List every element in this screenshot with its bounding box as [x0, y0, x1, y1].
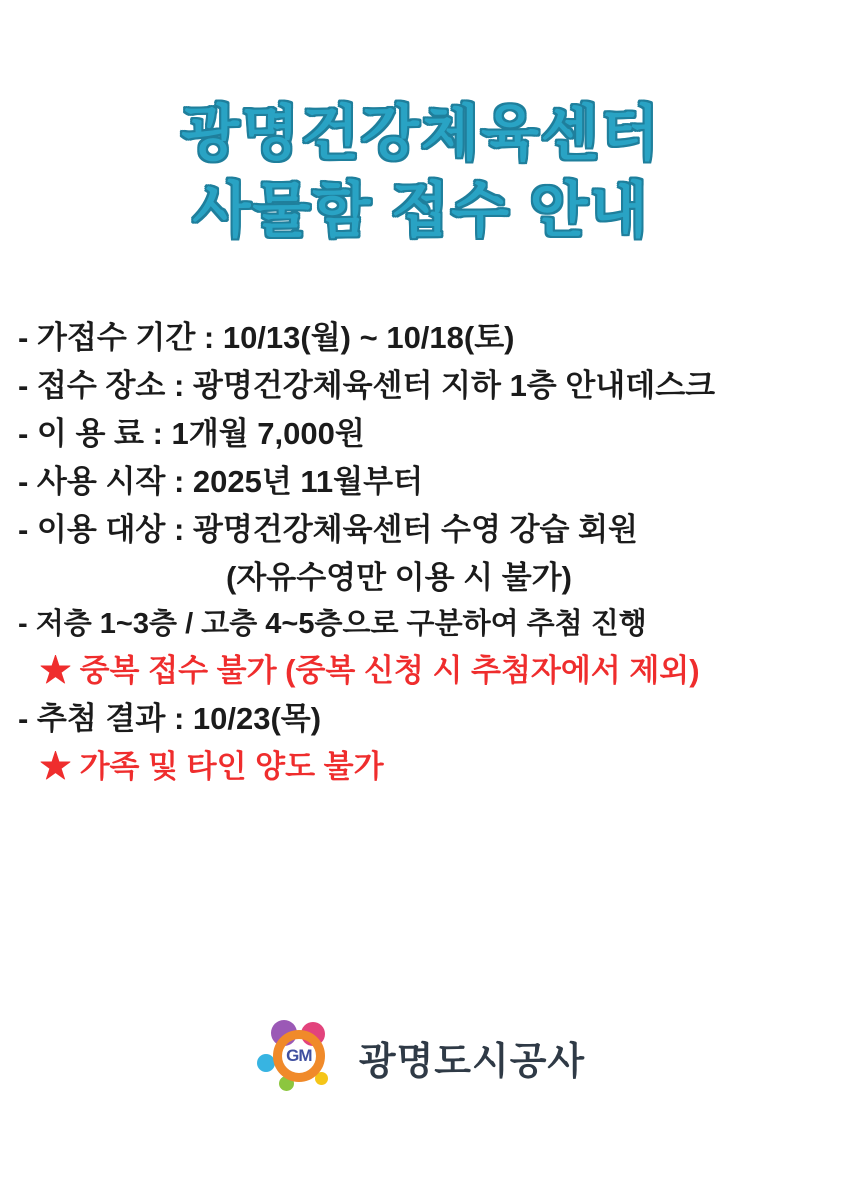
logo-company-name: 광명도시공사 — [358, 1040, 586, 1083]
info-line-sub: (자유수영만 이용 시 불가) — [226, 559, 572, 595]
info-line: - 접수 장소 : 광명건강체육센터 지하 1층 안내데스크 — [18, 367, 716, 403]
info-line: - 추첨 결과 : 10/23(목) — [18, 700, 322, 736]
poster-title — [0, 96, 842, 250]
info-line: - 사용 시작 : 2025년 11월부터 — [18, 463, 424, 499]
footer-logo — [0, 1020, 842, 1094]
gm-logo-icon — [257, 1020, 343, 1094]
info-line: - 이용 대상 : 광명건강체육센터 수영 강습 회원 — [18, 511, 638, 547]
poster-body — [0, 314, 842, 791]
info-line: - 이 용 료 : 1개월 7,000원 — [18, 415, 365, 451]
info-line: - 가접수 기간 : 10/13(월) ~ 10/18(토) — [18, 319, 515, 355]
title-line-1: 광명건강체육센터 — [181, 100, 661, 167]
info-line: - 저층 1~3층 / 고층 4~5층으로 구분하여 추첨 진행 — [18, 607, 647, 640]
warning-line: ★ 중복 접수 불가 (중복 신청 시 추첨자에서 제외) — [40, 652, 700, 688]
warning-line: ★ 가족 및 타인 양도 불가 — [40, 748, 384, 784]
title-line-2: 사물함 접수 안내 — [192, 176, 650, 244]
logo-monogram: GM — [286, 1046, 312, 1065]
